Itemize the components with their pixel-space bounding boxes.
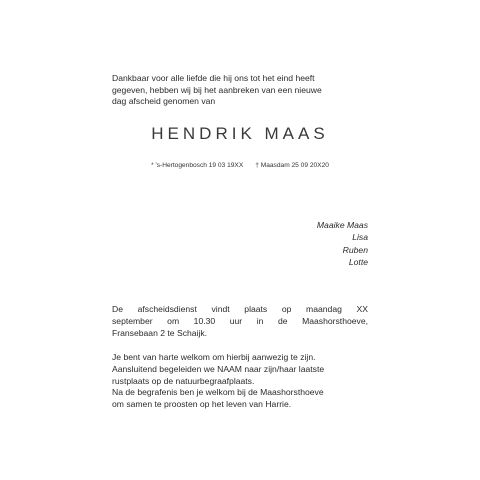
birth-death-dates [0,162,480,169]
closing-line-5: om samen te proosten op het leven van Harrie. [112,399,292,410]
family-name: Ruben [342,244,368,255]
intro-line-3: dag afscheid genomen van [112,96,216,107]
family-name: Maaike Maas [316,220,368,230]
deceased-name: HENDRIK MAAS [151,124,329,143]
death-date: † Maasdam 25 09 20X20 [255,162,329,169]
family-name: Lotte [348,257,368,268]
intro-text [112,73,374,108]
closing-line-3: rustplaats op de natuurbegraafplaats. [112,375,255,386]
intro-line-2: gegeven, hebben wij bij het aanbreken van een nieuwe [112,84,322,95]
family-name: Lisa [352,232,368,243]
birth-date: * 's-Hertogenbosch 19 03 19XX [151,162,244,169]
closing-line-2: Aansluitend begeleiden we NAAM naar zijn/haar laatste [112,363,325,374]
service-line-1: De afscheidsdienst vindt plaats op maandag XX [112,304,368,314]
family-names [317,219,368,269]
service-paragraph [112,304,368,339]
closing-paragraph [112,352,368,411]
closing-line-4: Na de begrafenis ben je welkom bij de Maashorsthoeve [112,387,324,398]
intro-line-1: Dankbaar voor alle liefde die hij ons tot het eind heeft [112,73,315,83]
service-line-2: september om 10.30 uur in de Maashorsthoeve, [112,315,368,326]
service-line-3: Fransebaan 2 te Schaijk. [112,327,208,338]
closing-line-1: Je bent van harte welkom om hierbij aanwezig te zijn. [112,352,316,362]
